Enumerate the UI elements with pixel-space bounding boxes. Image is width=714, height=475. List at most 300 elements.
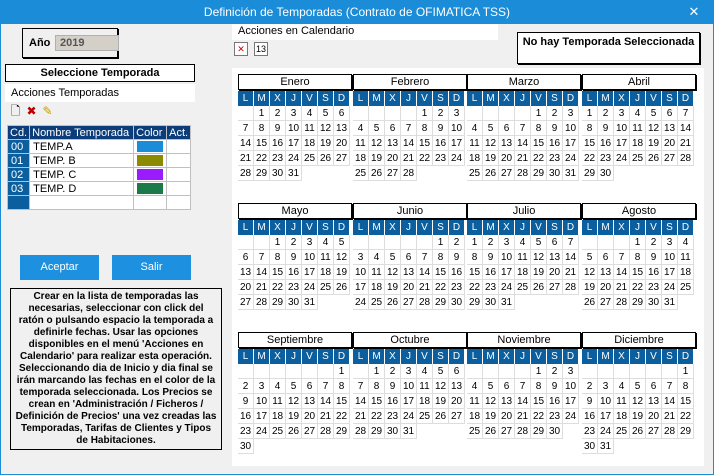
day-cell[interactable]: 11 [353,136,369,151]
delete-record-icon[interactable]: ✖ [26,104,37,118]
day-cell[interactable]: 27 [238,295,254,310]
day-cell[interactable]: 1 [582,106,598,121]
season-active[interactable] [167,168,191,182]
day-cell[interactable]: 25 [630,151,646,166]
day-cell[interactable]: 24 [499,280,515,295]
day-cell[interactable]: 11 [467,136,483,151]
day-cell[interactable]: 11 [515,250,531,265]
day-cell[interactable]: 22 [678,409,694,424]
day-cell[interactable]: 28 [417,295,433,310]
day-cell[interactable]: 3 [499,235,515,250]
day-cell[interactable]: 24 [563,151,579,166]
day-cell[interactable]: 6 [646,379,662,394]
day-cell[interactable]: 12 [630,394,646,409]
day-cell[interactable]: 19 [646,136,662,151]
day-cell[interactable]: 21 [318,409,334,424]
day-cell[interactable]: 27 [499,166,515,181]
day-cell[interactable]: 12 [483,394,499,409]
day-cell[interactable]: 1 [417,106,433,121]
day-cell[interactable]: 5 [630,379,646,394]
day-cell[interactable]: 12 [334,250,350,265]
day-cell[interactable]: 19 [531,265,547,280]
day-cell[interactable]: 10 [302,250,318,265]
day-cell[interactable]: 30 [270,166,286,181]
day-cell[interactable]: 21 [662,409,678,424]
day-cell[interactable]: 5 [334,235,350,250]
day-cell[interactable]: 26 [433,409,449,424]
day-cell[interactable]: 13 [385,136,401,151]
day-cell[interactable]: 4 [515,235,531,250]
day-cell[interactable]: 27 [646,424,662,439]
day-cell[interactable]: 1 [334,364,350,379]
day-cell[interactable]: 8 [270,250,286,265]
day-cell[interactable]: 13 [499,394,515,409]
day-cell[interactable]: 1 [254,106,270,121]
day-cell[interactable]: 6 [499,379,515,394]
season-active[interactable] [167,182,191,196]
day-cell[interactable]: 5 [369,121,385,136]
day-cell[interactable]: 7 [401,121,417,136]
day-cell[interactable]: 9 [286,250,302,265]
day-cell[interactable]: 30 [238,439,254,454]
day-cell[interactable]: 7 [678,106,694,121]
day-cell[interactable]: 30 [286,295,302,310]
day-cell[interactable]: 2 [582,379,598,394]
day-cell[interactable]: 16 [449,265,465,280]
day-cell[interactable]: 11 [302,121,318,136]
day-cell[interactable]: 4 [630,106,646,121]
day-cell[interactable]: 13 [238,265,254,280]
day-cell[interactable]: 28 [401,166,417,181]
day-cell[interactable]: 30 [483,295,499,310]
day-cell[interactable]: 17 [598,409,614,424]
day-cell[interactable]: 5 [286,379,302,394]
day-cell[interactable]: 19 [286,409,302,424]
season-active[interactable] [167,140,191,154]
day-cell[interactable]: 14 [678,121,694,136]
day-cell[interactable]: 29 [467,295,483,310]
day-cell[interactable]: 30 [582,439,598,454]
day-cell[interactable]: 4 [270,379,286,394]
day-cell[interactable]: 28 [238,166,254,181]
day-cell[interactable]: 2 [547,106,563,121]
day-cell[interactable]: 1 [369,364,385,379]
day-cell[interactable]: 28 [254,295,270,310]
day-cell[interactable]: 26 [385,295,401,310]
day-cell[interactable]: 11 [678,250,694,265]
day-cell[interactable]: 2 [449,235,465,250]
table-row[interactable] [8,140,191,154]
day-cell[interactable]: 14 [662,394,678,409]
day-cell[interactable]: 6 [238,250,254,265]
day-cell[interactable]: 20 [662,136,678,151]
day-cell[interactable]: 15 [433,265,449,280]
day-cell[interactable]: 4 [614,379,630,394]
day-cell[interactable]: 24 [598,424,614,439]
day-cell[interactable]: 12 [531,250,547,265]
day-cell[interactable]: 23 [270,151,286,166]
day-cell[interactable]: 30 [646,295,662,310]
day-cell[interactable]: 2 [547,364,563,379]
day-cell[interactable]: 20 [547,265,563,280]
day-cell[interactable]: 18 [678,265,694,280]
day-cell[interactable]: 19 [385,280,401,295]
new-document-icon[interactable]: 🗋 [10,104,21,118]
day-cell[interactable]: 5 [582,250,598,265]
day-cell[interactable]: 17 [662,265,678,280]
day-cell[interactable]: 12 [433,379,449,394]
day-cell[interactable]: 8 [630,250,646,265]
day-cell[interactable]: 9 [547,121,563,136]
day-cell[interactable]: 19 [433,394,449,409]
day-cell[interactable]: 12 [582,265,598,280]
day-cell[interactable]: 3 [598,379,614,394]
day-cell[interactable]: 31 [598,439,614,454]
day-cell[interactable]: 23 [433,151,449,166]
day-cell[interactable]: 17 [254,409,270,424]
day-cell[interactable]: 9 [483,250,499,265]
season-active[interactable] [167,154,191,168]
day-cell[interactable]: 14 [318,394,334,409]
day-cell[interactable]: 17 [302,265,318,280]
day-cell[interactable]: 31 [302,295,318,310]
clear-dates-icon[interactable]: ✕ [234,42,248,56]
day-cell[interactable]: 18 [614,409,630,424]
day-cell[interactable]: 19 [483,151,499,166]
day-cell[interactable]: 4 [353,121,369,136]
day-cell[interactable]: 9 [238,394,254,409]
day-cell[interactable]: 21 [515,409,531,424]
day-cell[interactable]: 9 [433,121,449,136]
day-cell[interactable]: 18 [318,265,334,280]
day-cell[interactable]: 27 [385,166,401,181]
day-cell[interactable]: 24 [302,280,318,295]
day-cell[interactable]: 3 [353,250,369,265]
day-cell[interactable]: 21 [515,151,531,166]
day-cell[interactable]: 5 [483,379,499,394]
day-cell[interactable]: 22 [417,151,433,166]
day-cell[interactable]: 6 [662,106,678,121]
day-cell[interactable]: 25 [369,295,385,310]
day-cell[interactable]: 7 [515,121,531,136]
day-cell[interactable]: 15 [582,136,598,151]
day-cell[interactable]: 15 [270,265,286,280]
day-cell[interactable]: 29 [531,424,547,439]
day-cell[interactable]: 19 [630,409,646,424]
day-cell[interactable]: 18 [417,394,433,409]
day-cell[interactable]: 26 [483,424,499,439]
day-cell[interactable]: 6 [547,235,563,250]
day-cell[interactable]: 6 [334,106,350,121]
day-cell[interactable]: 14 [238,136,254,151]
day-cell[interactable]: 27 [449,409,465,424]
day-cell[interactable]: 14 [353,394,369,409]
day-cell[interactable]: 30 [547,166,563,181]
day-cell[interactable]: 20 [385,151,401,166]
day-cell[interactable]: 24 [614,151,630,166]
day-cell[interactable]: 15 [678,394,694,409]
day-cell[interactable]: 6 [449,364,465,379]
day-cell[interactable]: 7 [318,379,334,394]
day-cell[interactable]: 16 [433,136,449,151]
day-cell[interactable]: 27 [401,295,417,310]
day-cell[interactable]: 19 [334,265,350,280]
day-cell[interactable]: 22 [334,409,350,424]
day-cell[interactable]: 24 [563,409,579,424]
day-cell[interactable]: 16 [483,265,499,280]
day-cell[interactable]: 22 [270,280,286,295]
day-cell[interactable]: 3 [563,106,579,121]
day-cell[interactable]: 11 [467,394,483,409]
day-cell[interactable]: 30 [598,166,614,181]
day-cell[interactable]: 25 [467,166,483,181]
day-cell[interactable]: 21 [401,151,417,166]
day-cell[interactable]: 17 [401,394,417,409]
day-cell[interactable]: 28 [353,424,369,439]
day-cell[interactable]: 27 [598,295,614,310]
day-cell[interactable]: 14 [417,265,433,280]
day-cell[interactable]: 17 [353,280,369,295]
day-cell[interactable]: 31 [662,295,678,310]
day-cell[interactable]: 11 [417,379,433,394]
day-cell[interactable]: 11 [369,265,385,280]
day-cell[interactable]: 22 [630,280,646,295]
day-cell[interactable]: 2 [286,235,302,250]
day-cell[interactable]: 8 [531,379,547,394]
day-cell[interactable]: 26 [582,295,598,310]
day-cell[interactable]: 13 [449,379,465,394]
day-cell[interactable]: 4 [369,250,385,265]
day-cell[interactable]: 16 [547,136,563,151]
day-cell[interactable]: 26 [630,424,646,439]
day-cell[interactable]: 8 [417,121,433,136]
day-cell[interactable]: 14 [614,265,630,280]
day-cell[interactable]: 4 [678,235,694,250]
day-cell[interactable]: 16 [598,136,614,151]
day-cell[interactable]: 4 [302,106,318,121]
day-cell[interactable]: 23 [483,280,499,295]
day-cell[interactable]: 17 [614,136,630,151]
day-cell[interactable]: 9 [385,379,401,394]
day-cell[interactable]: 16 [238,409,254,424]
day-cell[interactable]: 1 [630,235,646,250]
day-cell[interactable]: 24 [401,409,417,424]
day-cell[interactable]: 15 [254,136,270,151]
day-cell[interactable]: 23 [286,280,302,295]
day-cell[interactable]: 29 [369,424,385,439]
day-cell[interactable]: 21 [254,280,270,295]
day-cell[interactable]: 8 [369,379,385,394]
day-cell[interactable]: 17 [286,136,302,151]
calendar-actions-menu[interactable]: Acciones en Calendario [232,24,498,40]
day-cell[interactable]: 3 [449,106,465,121]
day-cell[interactable]: 25 [515,280,531,295]
day-cell[interactable]: 29 [334,424,350,439]
day-cell[interactable]: 4 [467,379,483,394]
accept-button[interactable]: Aceptar [20,255,99,280]
day-cell[interactable]: 24 [662,280,678,295]
day-cell[interactable]: 16 [286,265,302,280]
day-cell[interactable]: 23 [547,409,563,424]
day-cell[interactable]: 20 [238,280,254,295]
day-cell[interactable]: 8 [334,379,350,394]
day-cell[interactable]: 30 [547,424,563,439]
day-cell[interactable]: 23 [598,151,614,166]
day-cell[interactable]: 25 [302,151,318,166]
day-cell[interactable]: 22 [531,409,547,424]
day-cell[interactable]: 25 [467,424,483,439]
day-cell[interactable]: 2 [238,379,254,394]
day-cell[interactable]: 6 [385,121,401,136]
day-cell[interactable]: 16 [646,265,662,280]
day-cell[interactable]: 10 [286,121,302,136]
day-cell[interactable]: 15 [334,394,350,409]
day-cell[interactable]: 28 [614,295,630,310]
day-cell[interactable]: 7 [563,235,579,250]
day-cell[interactable]: 13 [499,136,515,151]
day-cell[interactable]: 5 [433,364,449,379]
day-cell[interactable]: 21 [238,151,254,166]
table-row-empty[interactable] [8,196,191,210]
day-cell[interactable]: 9 [449,250,465,265]
day-cell[interactable]: 14 [515,394,531,409]
day-cell[interactable]: 28 [662,424,678,439]
day-cell[interactable]: 12 [646,121,662,136]
day-cell[interactable]: 27 [662,151,678,166]
day-cell[interactable]: 25 [318,280,334,295]
day-cell[interactable]: 24 [353,295,369,310]
day-cell[interactable]: 23 [385,409,401,424]
close-icon[interactable]: ✕ [688,4,700,19]
day-cell[interactable]: 19 [369,151,385,166]
day-cell[interactable]: 18 [515,265,531,280]
day-cell[interactable]: 28 [318,424,334,439]
day-cell[interactable]: 20 [499,409,515,424]
day-cell[interactable]: 10 [499,250,515,265]
day-cell[interactable]: 29 [678,424,694,439]
day-cell[interactable]: 20 [401,280,417,295]
day-cell[interactable]: 11 [318,250,334,265]
day-cell[interactable]: 2 [270,106,286,121]
day-cell[interactable]: 29 [433,295,449,310]
day-cell[interactable]: 27 [302,424,318,439]
day-cell[interactable]: 3 [401,364,417,379]
day-cell[interactable]: 16 [547,394,563,409]
year-field[interactable]: 2019 [55,35,119,51]
day-cell[interactable]: 26 [369,166,385,181]
exit-button[interactable]: Salir [112,255,191,280]
day-cell[interactable]: 14 [515,136,531,151]
day-cell[interactable]: 29 [582,166,598,181]
day-cell[interactable]: 31 [499,295,515,310]
day-cell[interactable]: 1 [678,364,694,379]
day-cell[interactable]: 21 [353,409,369,424]
day-cell[interactable]: 10 [254,394,270,409]
day-cell[interactable]: 5 [318,106,334,121]
day-cell[interactable]: 24 [254,424,270,439]
day-cell[interactable]: 3 [254,379,270,394]
day-cell[interactable]: 7 [662,379,678,394]
day-cell[interactable]: 17 [449,136,465,151]
day-cell[interactable]: 12 [483,136,499,151]
edit-pencil-icon[interactable]: ✎ [42,104,53,118]
day-cell[interactable]: 8 [467,250,483,265]
day-cell[interactable]: 22 [531,151,547,166]
day-cell[interactable]: 31 [286,166,302,181]
day-cell[interactable]: 14 [254,265,270,280]
day-cell[interactable]: 27 [334,151,350,166]
day-cell[interactable]: 3 [563,364,579,379]
day-cell[interactable]: 18 [270,409,286,424]
day-cell[interactable]: 15 [467,265,483,280]
day-cell[interactable]: 21 [678,136,694,151]
day-cell[interactable]: 14 [563,250,579,265]
day-cell[interactable]: 21 [614,280,630,295]
day-cell[interactable]: 26 [286,424,302,439]
day-cell[interactable]: 23 [238,424,254,439]
day-cell[interactable]: 24 [286,151,302,166]
day-cell[interactable]: 10 [598,394,614,409]
table-row[interactable] [8,154,191,168]
day-cell[interactable]: 5 [483,121,499,136]
day-cell[interactable]: 25 [417,409,433,424]
day-cell[interactable]: 13 [547,250,563,265]
day-cell[interactable]: 30 [449,295,465,310]
day-cell[interactable]: 13 [302,394,318,409]
day-cell[interactable]: 28 [515,166,531,181]
day-cell[interactable]: 14 [401,136,417,151]
day-cell[interactable]: 2 [433,106,449,121]
day-cell[interactable]: 18 [467,409,483,424]
day-cell[interactable]: 30 [385,424,401,439]
day-cell[interactable]: 31 [401,424,417,439]
day-cell[interactable]: 7 [254,250,270,265]
day-cell[interactable]: 20 [499,151,515,166]
calendar-day-icon[interactable]: 13 [255,44,266,54]
day-cell[interactable]: 15 [531,394,547,409]
day-cell[interactable]: 22 [467,280,483,295]
day-cell[interactable]: 12 [369,136,385,151]
day-cell[interactable]: 20 [449,394,465,409]
day-cell[interactable]: 2 [646,235,662,250]
day-cell[interactable]: 15 [630,265,646,280]
day-cell[interactable]: 10 [563,379,579,394]
day-cell[interactable]: 27 [499,424,515,439]
day-cell[interactable]: 31 [563,166,579,181]
day-cell[interactable]: 8 [531,121,547,136]
day-cell[interactable]: 21 [563,265,579,280]
day-cell[interactable]: 22 [433,280,449,295]
day-cell[interactable]: 23 [646,280,662,295]
day-cell[interactable]: 26 [483,166,499,181]
day-cell[interactable]: 6 [598,250,614,265]
day-cell[interactable]: 15 [531,136,547,151]
day-cell[interactable]: 19 [318,136,334,151]
day-cell[interactable]: 25 [270,424,286,439]
day-cell[interactable]: 29 [630,295,646,310]
day-cell[interactable]: 10 [449,121,465,136]
day-cell[interactable]: 17 [563,394,579,409]
day-cell[interactable]: 19 [483,409,499,424]
day-cell[interactable]: 5 [531,235,547,250]
day-cell[interactable]: 7 [353,379,369,394]
day-cell[interactable]: 12 [318,121,334,136]
day-cell[interactable]: 2 [598,106,614,121]
day-cell[interactable]: 18 [302,136,318,151]
day-cell[interactable]: 23 [582,424,598,439]
day-cell[interactable]: 4 [318,235,334,250]
day-cell[interactable]: 9 [547,379,563,394]
